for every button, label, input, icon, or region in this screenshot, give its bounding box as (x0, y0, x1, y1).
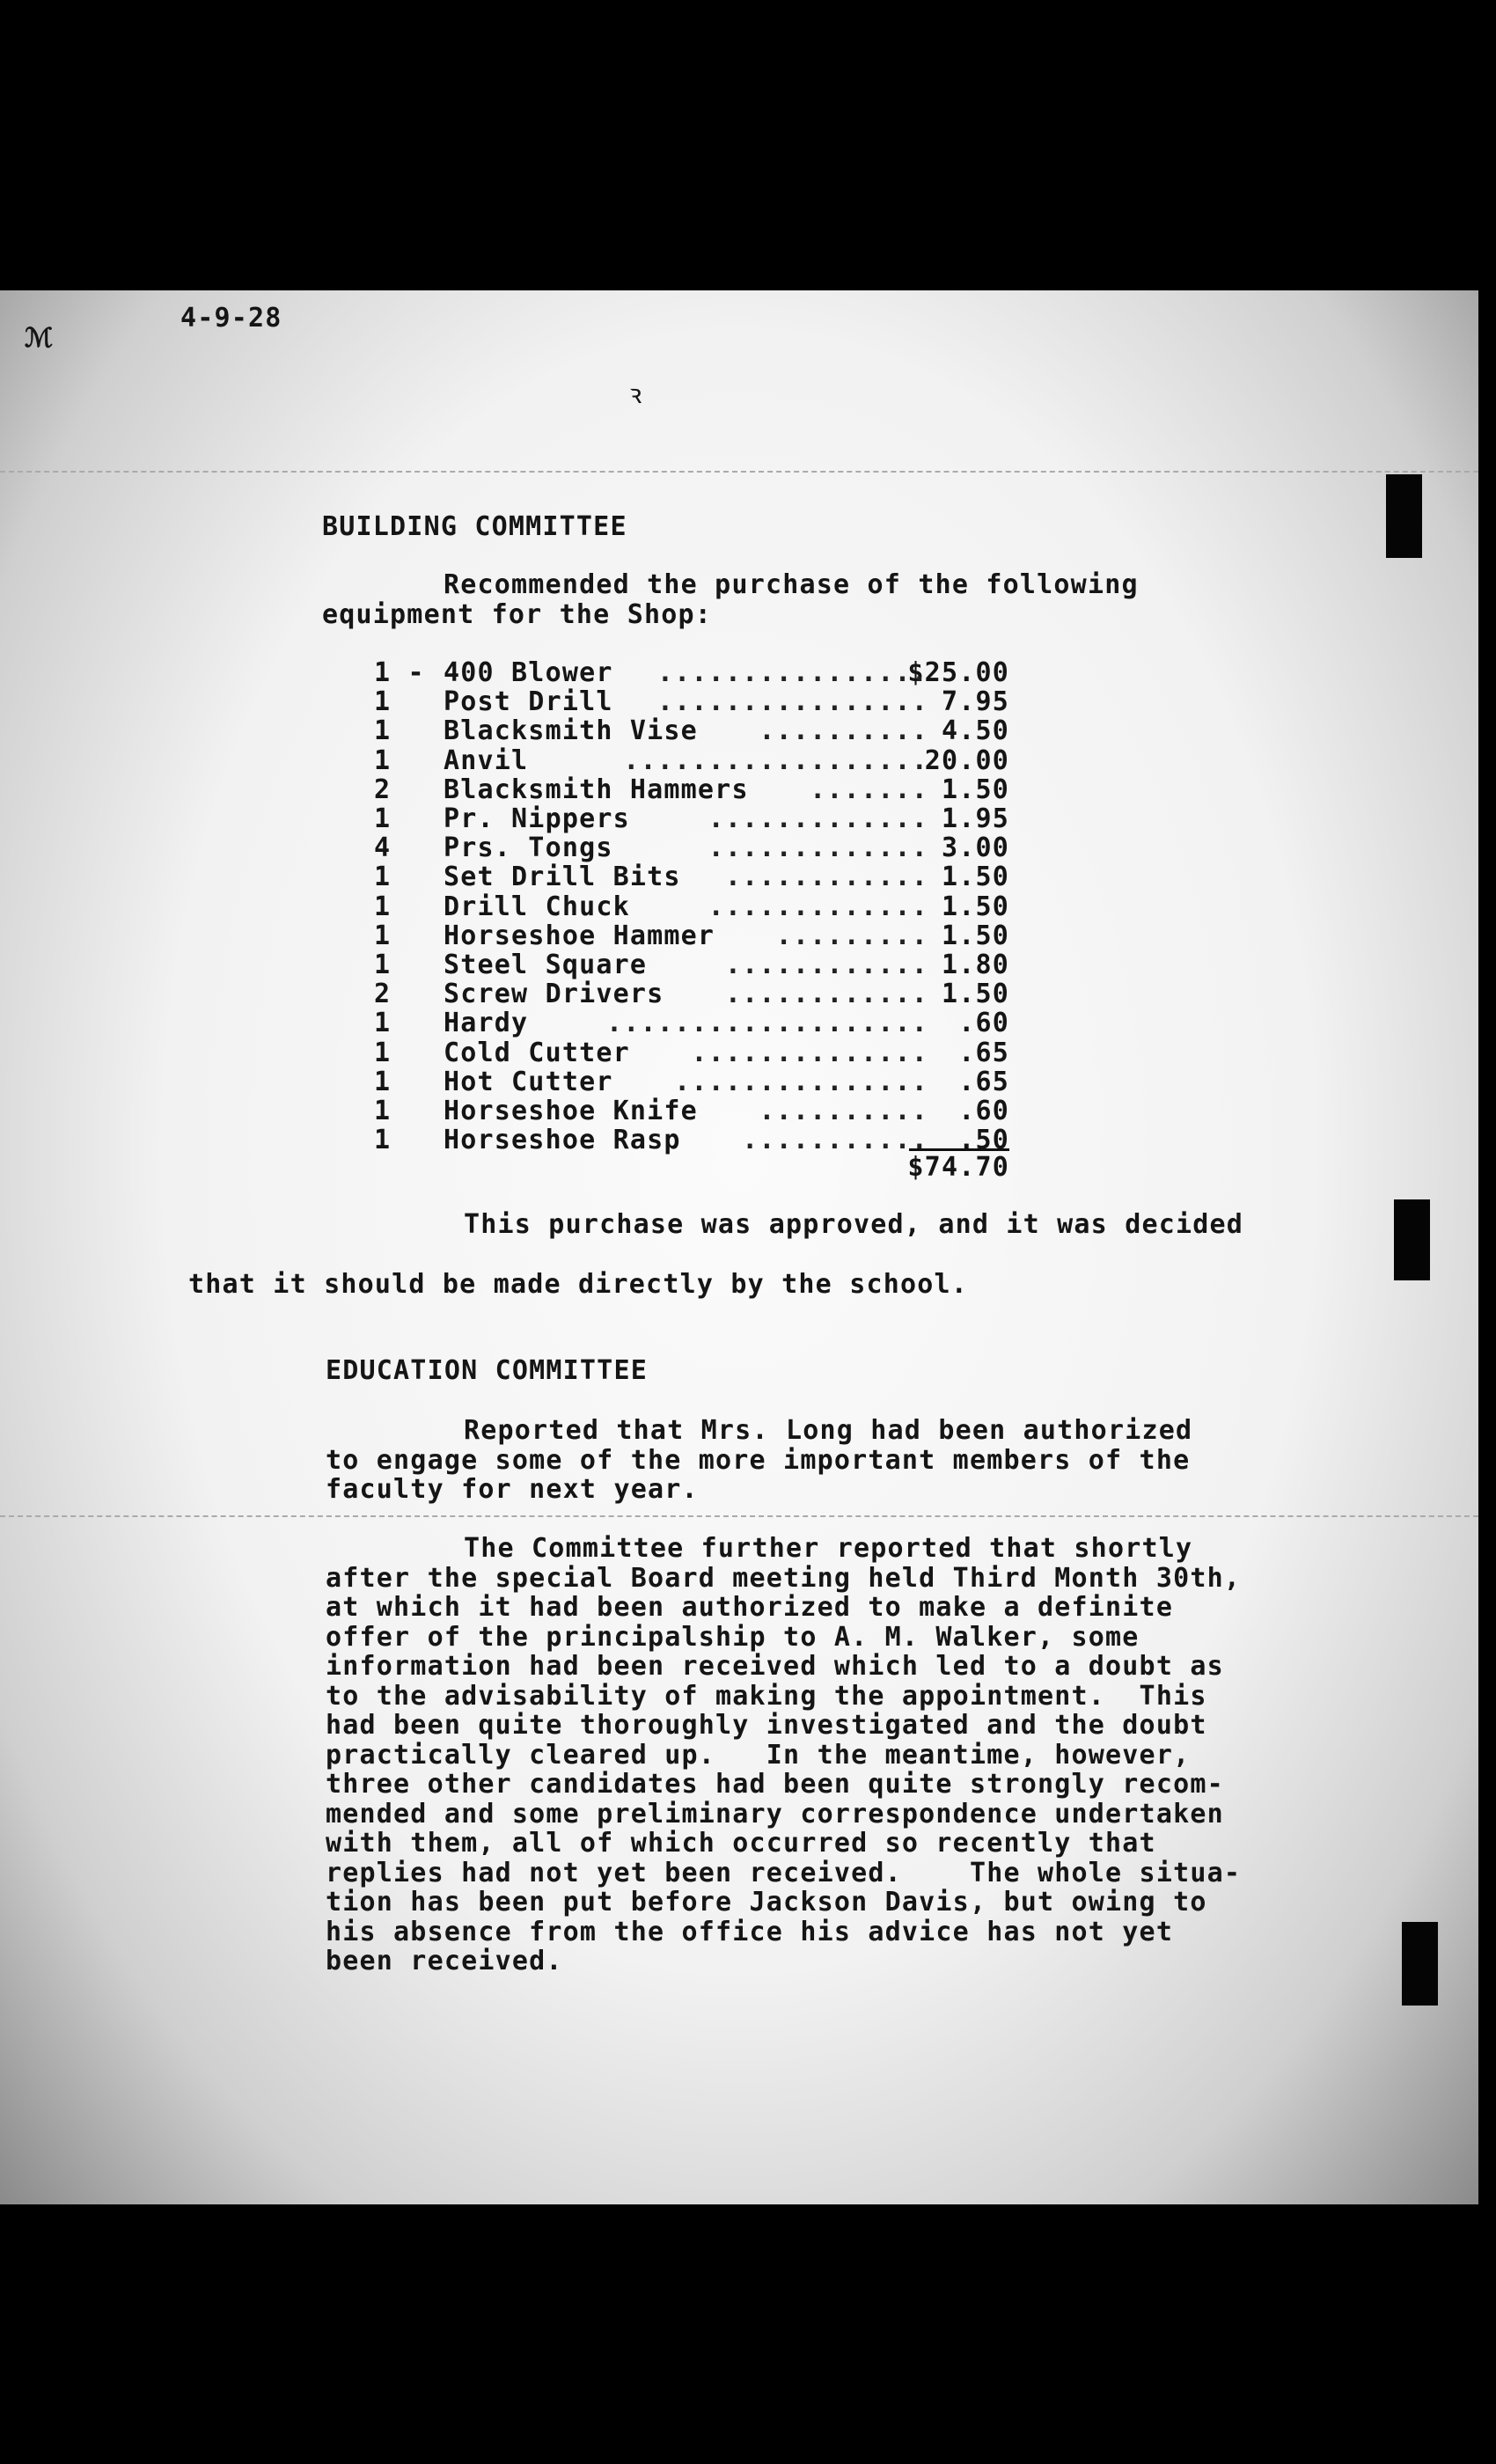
item-leader-dots: ......... (775, 920, 928, 951)
paragraph-line: to engage some of the more important members of the (326, 1444, 1191, 1476)
item-quantity: 1 (374, 920, 392, 951)
item-amount: 7.95 (941, 686, 1009, 718)
equipment-item (0, 921, 1496, 950)
paragraph-line: information had been received which led to a doubt as (326, 1651, 1224, 1682)
item-name: Hot Cutter (444, 1066, 613, 1097)
equipment-item (0, 716, 1496, 745)
item-leader-dots: .......... (759, 1096, 928, 1126)
item-name: Post Drill (444, 686, 613, 718)
item-amount: .60 (958, 1096, 1009, 1126)
item-name: Steel Square (444, 950, 648, 980)
item-leader-dots: .................. (623, 744, 928, 776)
item-amount: .50 (958, 1125, 1009, 1156)
equipment-item (0, 687, 1496, 716)
equipment-item (0, 775, 1496, 804)
item-quantity: 1 (374, 715, 392, 747)
item-leader-dots: ............ (724, 979, 928, 1010)
item-quantity: 4 (374, 832, 392, 864)
paragraph-line: The Committee further reported that shortly (464, 1533, 1193, 1564)
equipment-item (0, 658, 1496, 687)
item-amount: 1.95 (941, 803, 1009, 834)
paragraph-line: at which it had been authorized to make a definite (326, 1592, 1174, 1623)
item-leader-dots: .......... (759, 715, 928, 747)
item-name: Prs. Tongs (444, 832, 613, 864)
item-name: Anvil (444, 744, 529, 776)
item-leader-dots: ............. (708, 891, 928, 922)
paragraph-line: his absence from the office his advice has not yet (326, 1916, 1174, 1947)
approval-line: that it should be made directly by the school. (188, 1269, 969, 1300)
item-leader-dots: ............ (724, 950, 928, 980)
item-amount: 1.50 (941, 891, 1009, 922)
item-quantity: 1 (374, 686, 392, 718)
paragraph-line: faculty for next year. (326, 1474, 699, 1505)
item-name: Pr. Nippers (444, 803, 630, 834)
paragraph-line: tion has been put before Jackson Davis, but owing to (326, 1887, 1207, 1918)
item-leader-dots: ................... (606, 1008, 928, 1039)
paragraph-line: had been quite thoroughly investigated and the doubt (326, 1710, 1207, 1741)
paragraph-line: with them, all of which occurred so recently that (326, 1828, 1156, 1859)
item-name: Blacksmith Hammers (444, 774, 749, 805)
item-amount: $25.00 (907, 657, 1009, 688)
equipment-item (0, 1067, 1496, 1096)
education-paragraph-1 (326, 1416, 1294, 1505)
item-leader-dots: ............... (674, 1066, 928, 1097)
item-name: Set Drill Bits (444, 862, 681, 893)
paragraph-line: been received. (326, 1946, 563, 1976)
item-quantity: 1 (374, 950, 392, 980)
paragraph-line: three other candidates had been quite strongly recom- (326, 1769, 1224, 1800)
item-amount: .65 (958, 1037, 1009, 1068)
item-name: Hardy (444, 1008, 529, 1039)
item-name: Drill Chuck (444, 891, 630, 922)
building-committee-heading: BUILDING COMMITTEE (322, 511, 627, 542)
paragraph-line: practically cleared up. In the meantime, however, (326, 1739, 1191, 1771)
item-leader-dots: ........... (742, 1125, 928, 1156)
item-quantity: 2 (374, 774, 392, 805)
item-leader-dots: ............. (708, 832, 928, 864)
item-name: Horseshoe Hammer (444, 920, 715, 951)
item-name: Blacksmith Vise (444, 715, 698, 747)
item-amount: 4.50 (941, 715, 1009, 747)
education-committee-heading: EDUCATION COMMITTEE (326, 1355, 648, 1386)
equipment-item (0, 746, 1496, 775)
equipment-item (0, 862, 1496, 891)
item-amount: .60 (958, 1008, 1009, 1039)
item-quantity: 1 (374, 1008, 392, 1039)
item-amount: 20.00 (924, 744, 1009, 776)
paragraph-line: replies had not yet been received. The whole situa- (326, 1857, 1242, 1888)
equipment-item (0, 804, 1496, 833)
equipment-item (0, 1038, 1496, 1067)
equipment-item (0, 833, 1496, 862)
fold-line (0, 471, 1478, 473)
item-name: Horseshoe Rasp (444, 1125, 681, 1156)
punch-mark (1402, 1922, 1438, 2006)
item-quantity: 1 (374, 1066, 392, 1097)
item-amount: 1.50 (941, 920, 1009, 951)
paragraph-line: Reported that Mrs. Long had been authorized (464, 1415, 1193, 1446)
item-leader-dots: ....... (810, 774, 928, 805)
item-leader-dots: ................ (656, 657, 928, 688)
building-intro-line: equipment for the Shop: (322, 599, 713, 630)
item-amount: 1.80 (941, 950, 1009, 980)
item-name: Horseshoe Knife (444, 1096, 698, 1126)
equipment-item (0, 950, 1496, 979)
item-amount: .65 (958, 1066, 1009, 1097)
equipment-item (0, 892, 1496, 921)
total-underline (909, 1148, 1009, 1151)
equipment-item (0, 1008, 1496, 1038)
margin-mark: ℳ (25, 323, 55, 354)
item-amount: 1.50 (941, 979, 1009, 1010)
item-quantity: 1 (374, 1125, 392, 1156)
item-quantity: 1 (374, 891, 392, 922)
item-name: 400 Blower (444, 657, 613, 688)
building-intro-line: Recommended the purchase of the following (444, 569, 1139, 600)
paragraph-line: to the advisability of making the appointment. This (326, 1680, 1207, 1712)
item-amount: 1.50 (941, 774, 1009, 805)
item-quantity: 1 (374, 862, 392, 893)
item-quantity: 1 (374, 1037, 392, 1068)
equipment-item (0, 1096, 1496, 1126)
equipment-total: $74.70 (907, 1152, 1009, 1183)
handwritten-mark: ꝛ (629, 379, 643, 410)
fold-line (0, 1515, 1478, 1517)
item-name: Screw Drivers (444, 979, 664, 1010)
equipment-item (0, 1126, 1496, 1155)
punch-mark (1386, 474, 1422, 558)
item-quantity: 1 - (374, 657, 425, 688)
item-leader-dots: ............ (724, 862, 928, 893)
approval-line: This purchase was approved, and it was decided (464, 1209, 1244, 1240)
item-quantity: 1 (374, 744, 392, 776)
item-amount: 1.50 (941, 862, 1009, 893)
item-leader-dots: .............. (691, 1037, 928, 1068)
item-quantity: 1 (374, 803, 392, 834)
paragraph-line: after the special Board meeting held Third Month 30th, (326, 1562, 1242, 1594)
paragraph-line: mended and some preliminary correspondence undertaken (326, 1798, 1224, 1830)
item-amount: 3.00 (941, 832, 1009, 864)
item-leader-dots: ............. (708, 803, 928, 834)
education-paragraph-2 (326, 1534, 1294, 1976)
item-quantity: 1 (374, 1096, 392, 1126)
punch-mark (1394, 1199, 1430, 1280)
paragraph-line: offer of the principalship to A. M. Walker, some (326, 1621, 1140, 1653)
item-leader-dots: ................ (656, 686, 928, 718)
equipment-item (0, 979, 1496, 1008)
item-name: Cold Cutter (444, 1037, 630, 1068)
item-quantity: 2 (374, 979, 392, 1010)
document-date: 4-9-28 (180, 303, 282, 334)
